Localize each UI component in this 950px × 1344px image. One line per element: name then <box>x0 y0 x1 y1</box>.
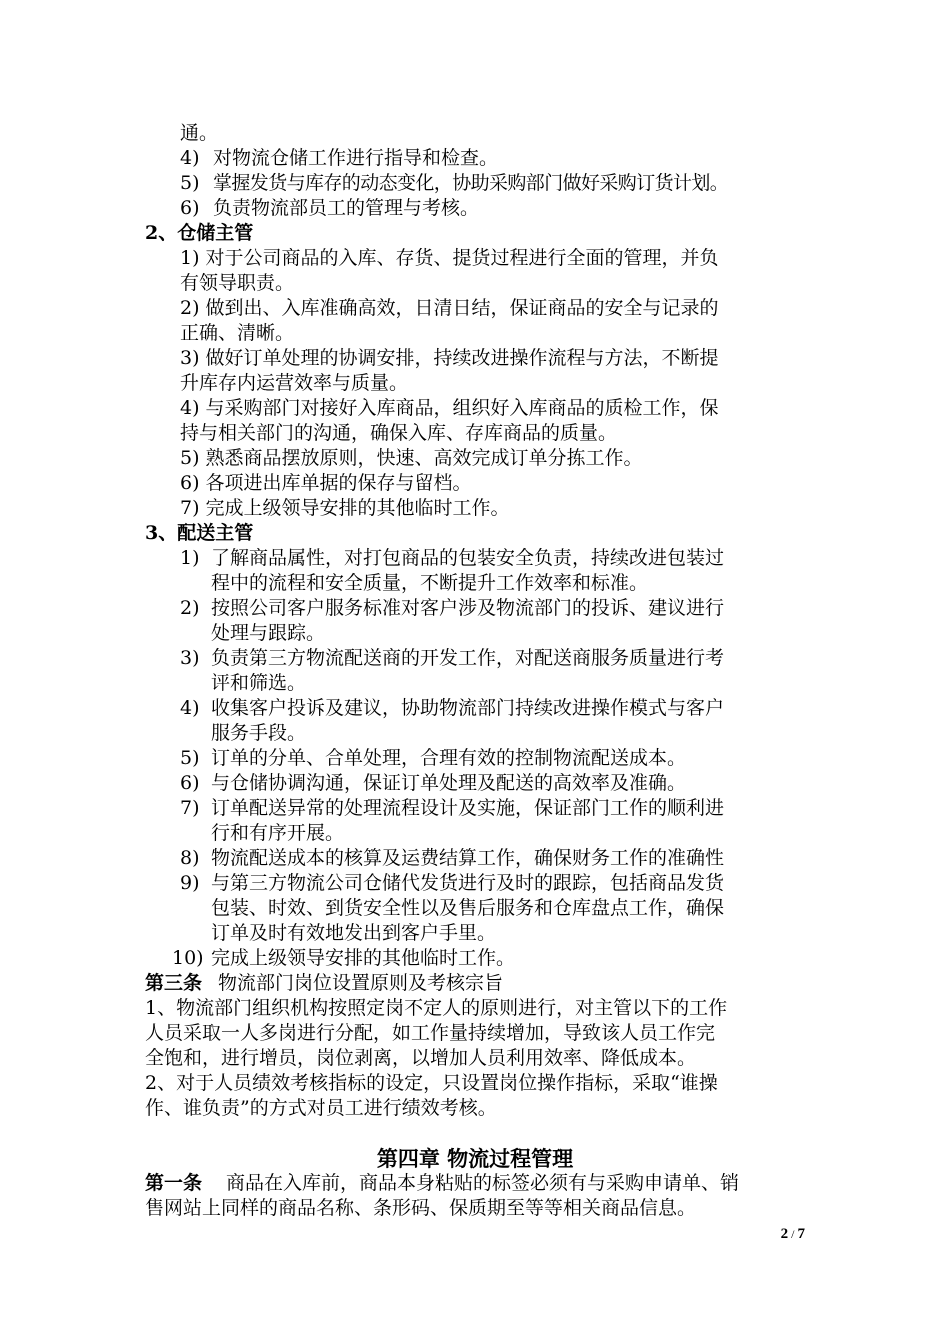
list-item-line: 3) 做好订单处理的协调安排，持续改进操作流程与方法，不断提 <box>180 347 719 369</box>
list-item-line: 与第三方物流公司仓储代发货进行及时的跟踪，包括商品发货 <box>211 872 725 894</box>
item-text: 负责物流部员工的管理与考核。 <box>213 197 480 219</box>
paragraph-line: 售网站上同样的商品名称、条形码、保质期至等等相关商品信息。 <box>145 1197 697 1219</box>
list-item-line: 负责第三方物流配送商的开发工作，对配送商服务质量进行考 <box>211 647 725 669</box>
list-item-line: 完成上级领导安排的其他临时工作。 <box>211 947 516 969</box>
list-item-line: 持与相关部门的沟通，确保入库、存库商品的质量。 <box>180 422 618 444</box>
item-number: 3) <box>180 647 200 669</box>
list-item-line: 程中的流程和安全质量，不断提升工作效率和标准。 <box>211 572 649 594</box>
list-item-line: 5) 熟悉商品摆放原则，快速、高效完成订单分拣工作。 <box>180 447 643 469</box>
item-text: 对物流仓储工作进行指导和检查。 <box>213 147 499 169</box>
page-number <box>781 1226 805 1243</box>
list-item-line: 2) 做到出、入库准确高效，日清日结，保证商品的安全与记录的 <box>180 297 719 319</box>
list-item-line: 有领导职责。 <box>180 272 295 294</box>
list-item-line: 收集客户投诉及建议，协助物流部门持续改进操作模式与客户 <box>211 697 725 719</box>
list-item-line: 订单的分单、合单处理，合理有效的控制物流配送成本。 <box>211 747 687 769</box>
item-number: 4) <box>180 147 200 169</box>
current-page: 2 <box>780 1226 789 1242</box>
list-item-line: 正确、清晰。 <box>180 322 295 344</box>
list-item-line: 行和有序开展。 <box>211 822 345 844</box>
item-text: 掌握发货与库存的动态变化，协助采购部门做好采购订货计划。 <box>213 172 729 194</box>
list-item-line: 订单及时有效地发出到客户手里。 <box>211 922 497 944</box>
item-number: 2) <box>180 597 200 619</box>
paragraph-line: 商品在入库前，商品本身粘贴的标签必须有与采购申请单、销 <box>226 1172 740 1194</box>
item-number: 4) <box>180 697 200 719</box>
paragraph-line: 人员采取一人多岗进行分配，如工作量持续增加，导致该人员工作完 <box>145 1022 716 1044</box>
paragraph-line: 2、对于人员绩效考核指标的设定，只设置岗位操作指标，采取“谁操 <box>145 1072 718 1094</box>
list-item-line: 服务手段。 <box>211 722 307 744</box>
item-number: 7) <box>180 797 200 819</box>
item-number: 6) <box>180 772 200 794</box>
list-item-line: 升库存内运营效率与质量。 <box>180 372 409 394</box>
item-number: 6) <box>180 197 200 219</box>
list-item-line: 与仓储协调沟通，保证订单处理及配送的高效率及准确。 <box>211 772 687 794</box>
item-number: 5) <box>180 747 200 769</box>
paragraph-line: 全饱和，进行增员，岗位剥离，以增加人员利用效率、降低成本。 <box>145 1047 697 1069</box>
paragraph-line: 1、物流部门组织机构按照定岗不定人的原则进行，对主管以下的工作 <box>145 997 728 1019</box>
list-item-line: 订单配送异常的处理流程设计及实施，保证部门工作的顺利进 <box>211 797 725 819</box>
list-item-line: 包装、时效、到货安全性以及售后服务和仓库盘点工作，确保 <box>211 897 725 919</box>
list-item-line: 4) 与采购部门对接好入库商品，组织好入库商品的质检工作，保 <box>180 397 719 419</box>
article-title: 物流部门岗位设置原则及考核宗旨 <box>218 972 504 994</box>
paragraph-line: 作、谁负责”的方式对员工进行绩效考核。 <box>145 1097 497 1119</box>
item-number: 1) <box>180 547 200 569</box>
item-number: 8) <box>180 847 200 869</box>
chapter-title: 第四章 物流过程管理 <box>376 1146 574 1171</box>
list-item-line: 了解商品属性，对打包商品的包装安全负责，持续改进包装过 <box>211 547 725 569</box>
list-item-line: 6) 各项进出库单据的保存与留档。 <box>180 472 472 494</box>
section-heading: 2、仓储主管 <box>145 222 254 244</box>
list-item-line: 1) 对于公司商品的入库、存货、提货过程进行全面的管理，并负 <box>180 247 719 269</box>
total-pages: 7 <box>797 1226 805 1242</box>
continued-text: 通。 <box>180 122 219 144</box>
item-number: 5) <box>180 172 200 194</box>
list-item-line: 7) 完成上级领导安排的其他临时工作。 <box>180 497 510 519</box>
list-item-line: 物流配送成本的核算及运费结算工作，确保财务工作的准确性 <box>211 847 725 869</box>
page-separator: / <box>791 1227 795 1241</box>
list-item-line: 处理与跟踪。 <box>211 622 326 644</box>
item-number: 10) <box>172 947 204 969</box>
item-number: 9) <box>180 872 200 894</box>
section-heading: 3、配送主管 <box>145 522 254 544</box>
list-item-line: 评和筛选。 <box>211 672 307 694</box>
article-label: 第一条 <box>145 1172 203 1194</box>
article-label: 第三条 <box>145 972 203 994</box>
list-item-line: 按照公司客户服务标准对客户涉及物流部门的投诉、建议进行 <box>211 597 725 619</box>
